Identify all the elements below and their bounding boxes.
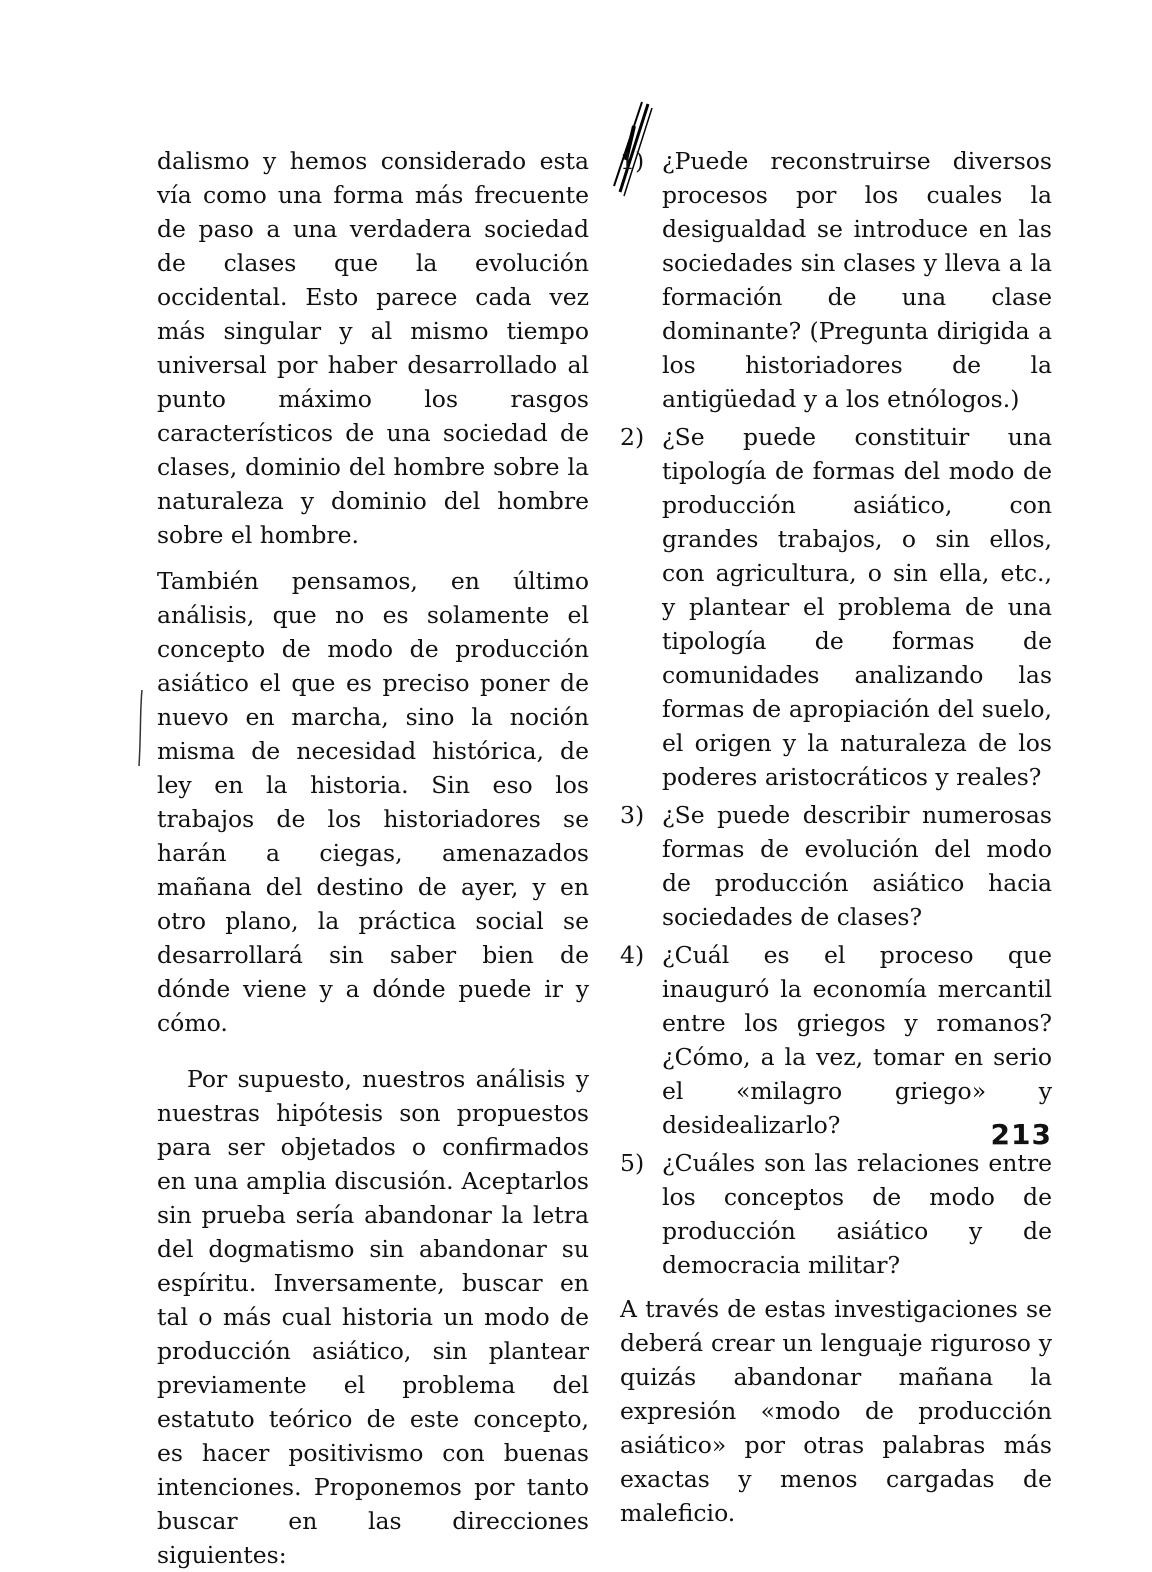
item-number: 3): [620, 801, 645, 829]
list-item: [620, 420, 1052, 794]
closing-paragraph: A través de estas investigaciones se deberá crear un lenguaje riguroso y quizás abandonar mañana la expresión «modo de producción asiático» por otras palabras más exactas y menos cargadas de maleficio.: [620, 1295, 1052, 1527]
paragraph: También pensamos, en último análisis, que no es solamente el concepto de modo de producción asiático el que es preciso poner de nuevo en marcha, sino la noción misma de necesidad histórica, de ley en la historia. Sin eso los trabajos de los historiadores se harán a ciegas, amenazados mañana del destino de ayer, y en otro plano, la práctica social se desarrollará sin saber bien de dónde viene y a dónde puede ir y cómo.: [157, 567, 589, 1037]
left-column: [157, 144, 589, 1572]
item-number: 1): [620, 147, 645, 175]
item-text: ¿Se puede describir numerosas formas de evolución del modo de producción asiático hacia sociedades de clases?: [662, 801, 1052, 931]
list-item: [620, 938, 1052, 1142]
item-text: ¿Cuáles son las relaciones entre los conceptos de modo de producción asiático y de democracia militar?: [662, 1149, 1052, 1279]
list-item: [620, 798, 1052, 934]
margin-pencil-line: [136, 688, 146, 768]
right-column: [620, 144, 1052, 1530]
paragraph: Por supuesto, nuestros análisis y nuestras hipótesis son propuestos para ser objetados o confirmados en una amplia discusión. Aceptarlos sin prueba sería abandonar la letra del dogmatismo sin abandonar su espíritu. Inversamente, buscar en tal o más cual historia un modo de producción asiático, sin plantear previamente el problema del estatuto teórico de este concepto, es hacer positivismo con buenas intenciones. Proponemos por tanto buscar en las direcciones siguientes:: [157, 1065, 589, 1569]
item-text: ¿Puede reconstruirse diversos procesos por los cuales la desigualdad se introduce en las sociedades sin clases y lleva a la formación de una clase dominante? (Pregunta dirigida a los historiadores de la antigüedad y a los etnólogos.): [662, 147, 1052, 413]
question-list: [620, 144, 1052, 1282]
item-number: 2): [620, 423, 645, 451]
list-item: [620, 1146, 1052, 1282]
paragraph: dalismo y hemos considerado esta vía como una forma más frecuente de paso a una verdadera sociedad de clases que la evolución occidental. Esto parece cada vez más singular y al mismo tiempo universal por haber desarrollado al punto máximo los rasgos característicos de una sociedad de clases, dominio del hombre sobre la naturaleza y dominio del hombre sobre el hombre.: [157, 147, 589, 549]
list-item: [620, 144, 1052, 416]
item-number: 4): [620, 941, 645, 969]
page-number: 213: [990, 1118, 1052, 1151]
item-text: ¿Se puede constituir una tipología de formas del modo de producción asiático, con grandes trabajos, o sin ellos, con agricultura, o sin ella, etc., y plantear el problema de una tipología de formas de comunidades analizando las formas de apropiación del suelo, el origen y la naturaleza de los poderes aristocráticos y reales?: [662, 423, 1052, 791]
item-number: 5): [620, 1149, 645, 1177]
item-text: ¿Cuál es el proceso que inauguró la economía mercantil entre los griegos y romanos? ¿Cómo, a la vez, tomar en serio el «milagro griego» y desidealizarlo?: [662, 941, 1052, 1139]
